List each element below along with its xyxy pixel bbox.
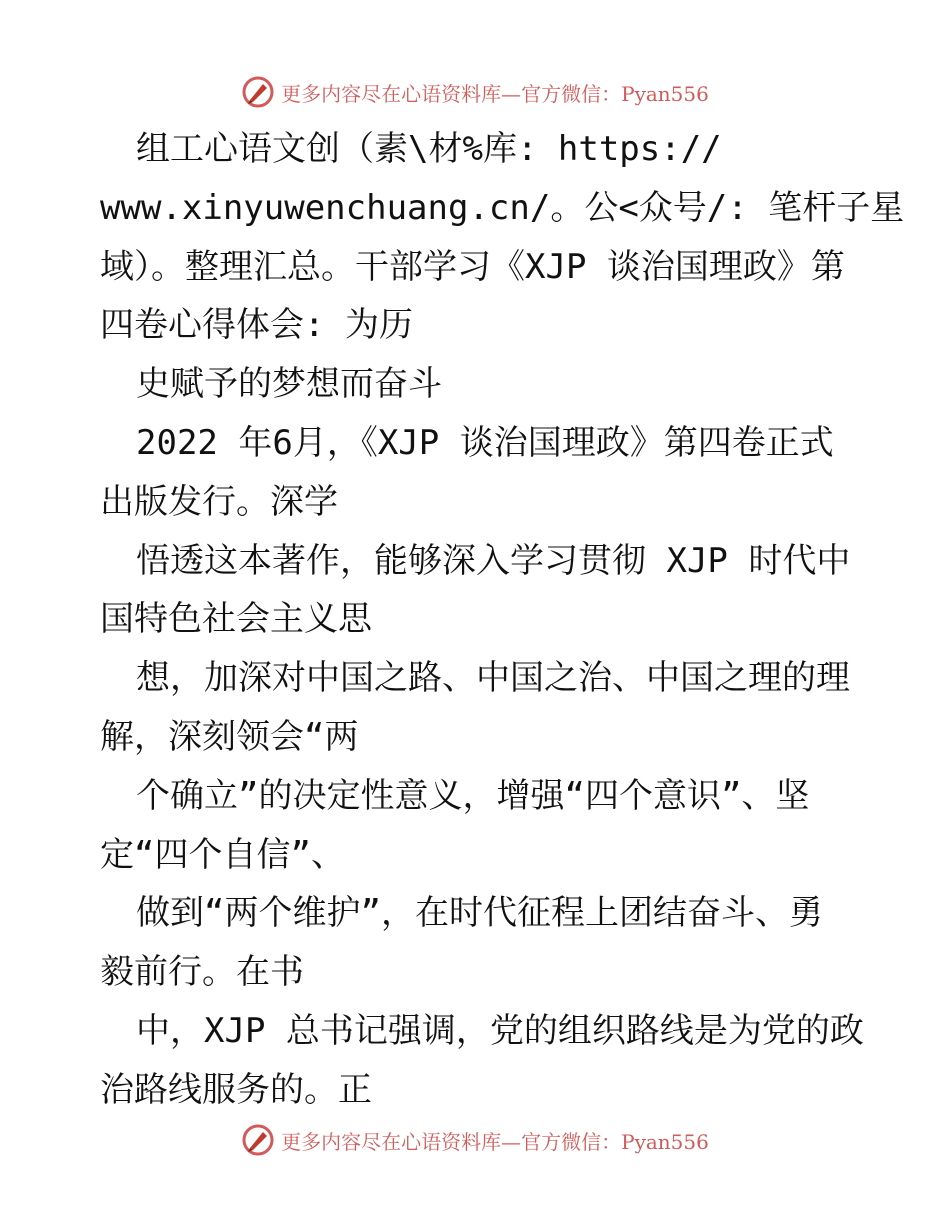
text-line: 组工心语文创（素\材%库: https://: [136, 129, 722, 169]
text-line: 史赋予的梦想而奋斗: [136, 364, 442, 405]
pen-nib-logo-icon: [241, 1123, 275, 1157]
text-line: 域）。整理汇总。干部学习《XJP 谈治国理政》第: [100, 246, 845, 287]
text-line: 定“四个自信”、: [100, 834, 345, 875]
text-line: 国特色社会主义思: [100, 599, 372, 640]
header-banner: [0, 72, 950, 112]
header-banner-text: 更多内容尽在心语资料库—官方微信：Pyan556: [281, 81, 709, 106]
text-line: 想，加深对中国之路、中国之治、中国之理的理: [136, 658, 850, 699]
text-line: 做到“两个维护”，在时代征程上团结奋斗、勇: [136, 893, 823, 934]
text-line: 2022 年6月，《XJP 谈治国理政》第四卷正式: [136, 422, 834, 463]
text-line: 悟透这本著作，能够深入学习贯彻 XJP 时代中: [136, 540, 851, 581]
text-line: 解，深刻领会“两: [100, 716, 359, 757]
text-line: 四卷心得体会: 为历: [100, 305, 413, 346]
text-line: 出版发行。深学: [100, 481, 338, 522]
text-line: www.xinyuwenchuang.cn/。公<众号/: 笔杆子星: [100, 187, 905, 228]
text-line: 治路线服务的。正: [100, 1069, 372, 1110]
footer-banner: [0, 1120, 950, 1160]
text-line: 毅前行。在书: [100, 952, 304, 993]
pen-nib-logo-icon: [241, 75, 275, 109]
text-line: 中，XJP 总书记强调，党的组织路线是为党的政: [136, 1010, 864, 1051]
text-line: 个确立”的决定性意义，增强“四个意识”、坚: [136, 775, 810, 816]
document-body: [100, 120, 905, 1120]
footer-banner-text: 更多内容尽在心语资料库—官方微信：Pyan556: [281, 1129, 709, 1154]
